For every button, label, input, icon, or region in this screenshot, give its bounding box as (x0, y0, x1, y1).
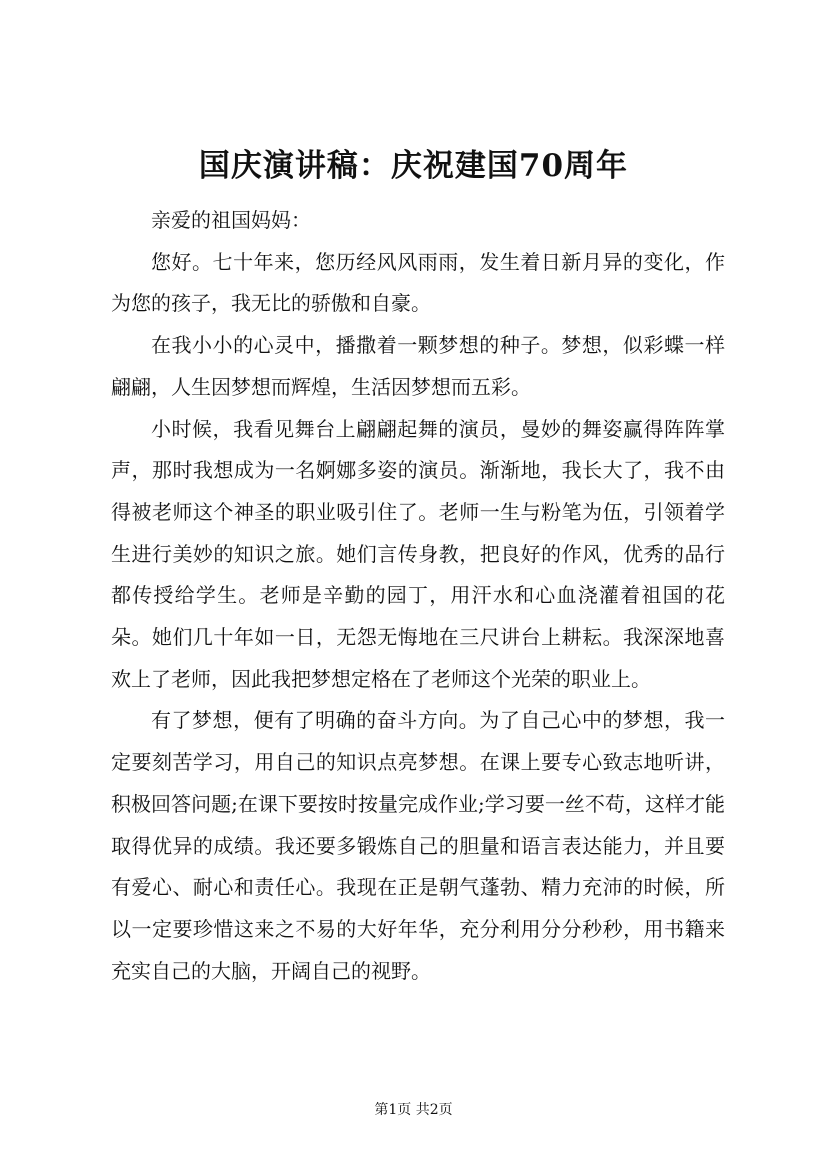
paragraph: 在我小小的心灵中，播撒着一颗梦想的种子。梦想，似彩蝶一样翩翩，人生因梦想而辉煌，生活因梦想而五彩。 (111, 333, 725, 399)
paragraph-salutation: 亲爱的祖国妈妈： (151, 208, 311, 232)
paragraph: 有了梦想，便有了明确的奋斗方向。为了自己心中的梦想，我一定要刻苦学习，用自己的知识点亮梦想。在课上要专心致志地听讲，积极回答问题;在课下要按时按量完成作业;学习要一丝不苟，这样才能取得优异的成绩。我还要多锻炼自己的胆量和语言表达能力，并且要有爱心、耐心和责任心。我现在正是朝气蓬勃、精力充沛的时候，所以一定要珍惜这来之不易的大好年华，充分利用分分秒秒，用书籍来充实自己的大脑，开阔自己的视野。 (111, 708, 725, 983)
document-title: 国庆演讲稿：庆祝建国70周年 (198, 148, 629, 184)
paragraph: 小时候，我看见舞台上翩翩起舞的演员，曼妙的舞姿赢得阵阵掌声，那时我想成为一名婀娜多姿的演员。渐渐地，我长大了，我不由得被老师这个神圣的职业吸引住了。老师一生与粉笔为伍，引领着学生进行美妙的知识之旅。她们言传身教，把良好的作风，优秀的品行都传授给学生。老师是辛勤的园丁，用汗水和心血浇灌着祖国的花朵。她们几十年如一日，无怨无悔地在三尺讲台上耕耘。我深深地喜欢上了老师，因此我把梦想定格在了老师这个光荣的职业上。 (111, 416, 725, 691)
page-number-footer: 第1页 共2页 (374, 1102, 453, 1118)
paragraph: 您好。七十年来，您历经风风雨雨，发生着日新月异的变化，作为您的孩子，我无比的骄傲和自豪。 (111, 249, 725, 316)
document-body (111, 200, 725, 992)
